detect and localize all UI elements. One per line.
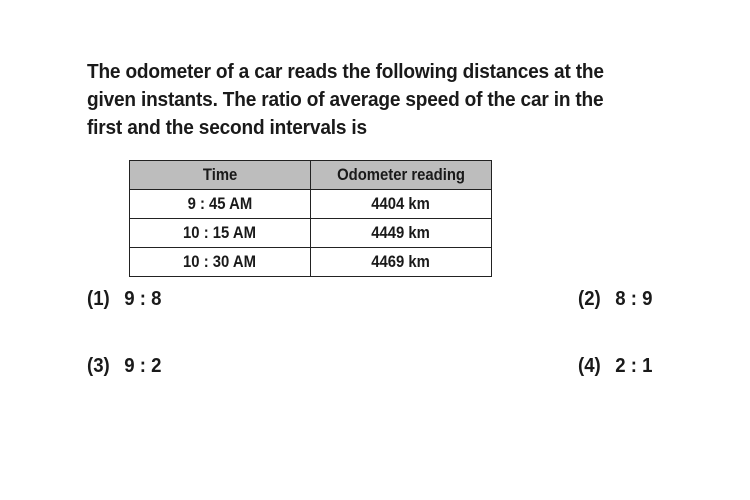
option-value: 2 : 1 xyxy=(615,355,653,377)
question-text xyxy=(87,58,645,142)
option-2[interactable] xyxy=(578,288,652,311)
table-header-row xyxy=(130,161,492,190)
option-3[interactable] xyxy=(87,355,161,378)
option-value: 8 : 9 xyxy=(615,288,653,310)
question-line-2: given instants. The ratio of average speed of the car in the xyxy=(87,88,604,111)
time-cell: 10 : 15 AM xyxy=(130,219,311,248)
option-number: (2) xyxy=(578,288,601,310)
table-row xyxy=(130,248,492,277)
odometer-cell: 4449 km xyxy=(311,219,492,248)
header-time: Time xyxy=(130,161,311,190)
option-number: (4) xyxy=(578,355,601,377)
option-value: 9 : 2 xyxy=(124,355,162,377)
option-4[interactable] xyxy=(578,355,652,378)
time-cell: 9 : 45 AM xyxy=(130,190,311,219)
question-line-3: first and the second intervals is xyxy=(87,116,367,139)
option-value: 9 : 8 xyxy=(124,288,162,310)
odometer-cell: 4469 km xyxy=(311,248,492,277)
option-number: (3) xyxy=(87,355,110,377)
table-row xyxy=(130,190,492,219)
table-row xyxy=(130,219,492,248)
question-line-1: The odometer of a car reads the following distances at the xyxy=(87,60,604,83)
odometer-table xyxy=(129,160,492,277)
option-1[interactable] xyxy=(87,288,161,311)
time-cell: 10 : 30 AM xyxy=(130,248,311,277)
option-number: (1) xyxy=(87,288,110,310)
odometer-cell: 4404 km xyxy=(311,190,492,219)
header-odometer-reading: Odometer reading xyxy=(311,161,492,190)
